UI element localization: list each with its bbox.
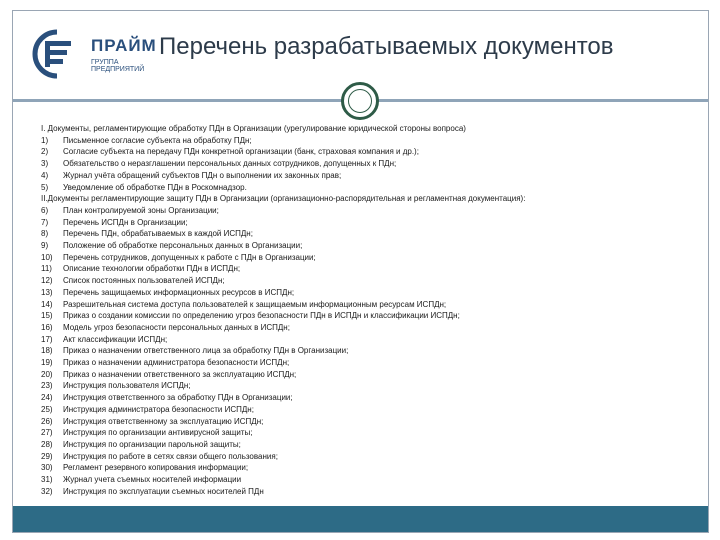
list-item-number: 17) <box>41 334 53 344</box>
logo-emblem-icon <box>31 29 83 79</box>
section-1-items <box>41 135 701 194</box>
list-item <box>41 404 701 416</box>
list-item-number: 1) <box>41 135 49 145</box>
list-item-number: 18) <box>41 346 53 356</box>
list-item-number: 20) <box>41 369 53 379</box>
list-item-number: 14) <box>41 299 53 309</box>
section-2-items <box>41 205 701 498</box>
list-item-text: Журнал учёта обращений субъектов ПДн о выполнении их законных прав; <box>63 170 342 180</box>
list-item-text: Приказ о назначении ответственного за эксплуатацию ИСПДн; <box>63 369 297 379</box>
footer-bar <box>13 506 708 532</box>
list-item-text: Перечень ПДн, обрабатываемых в каждой ИСПДн; <box>63 229 253 239</box>
list-item <box>41 416 701 428</box>
list-item-text: Приказ о создании комиссии по определению угроз безопасности ПДн в ИСПДн и классификации ИСПДн; <box>63 311 460 321</box>
list-item-text: Согласие субъекта на передачу ПДн конкретной организации (банк, страховая компания и др.); <box>63 147 419 157</box>
list-item-number: 5) <box>41 182 49 192</box>
list-item <box>41 158 701 170</box>
list-item <box>41 228 701 240</box>
list-item-number: 23) <box>41 381 53 391</box>
list-item-text: Список постоянных пользователей ИСПДн; <box>63 276 225 286</box>
list-item-number: 13) <box>41 287 53 297</box>
list-item <box>41 217 701 229</box>
list-item-text: Письменное согласие субъекта на обработку ПДн; <box>63 135 252 145</box>
list-item <box>41 146 701 158</box>
company-logo <box>31 29 171 79</box>
list-item-text: Перечень защищаемых информационных ресурсов в ИСПДн; <box>63 287 295 297</box>
list-item-text: Приказ о назначении ответственного лица за обработку ПДн в Организации; <box>63 346 349 356</box>
list-item-text: Инструкция ответственному за эксплуатацию ИСПДн; <box>63 416 264 426</box>
list-item <box>41 182 701 194</box>
list-item <box>41 357 701 369</box>
list-item <box>41 439 701 451</box>
divider-circle-ornament <box>341 82 379 120</box>
list-item <box>41 474 701 486</box>
list-item-number: 6) <box>41 205 49 215</box>
list-item <box>41 451 701 463</box>
section-heading: II.Документы регламентирующие защиту ПДн в Организации (организационно-распорядительная и регламентная документация): <box>41 194 526 204</box>
list-item-text: Положение об обработке персональных данных в Организации; <box>63 241 303 251</box>
list-item <box>41 310 701 322</box>
list-item-text: Описание технологии обработки ПДн в ИСПДн; <box>63 264 241 274</box>
list-item-text: Журнал учета съемных носителей информации <box>63 475 242 485</box>
list-item <box>41 170 701 182</box>
list-item <box>41 275 701 287</box>
list-item-number: 24) <box>41 393 53 403</box>
list-item-number: 7) <box>41 217 49 227</box>
list-item-text: Инструкция по организации антивирусной защиты; <box>63 428 253 438</box>
list-item-text: Уведомление об обработке ПДн в Роскомнадзор. <box>63 182 247 192</box>
page-title: Перечень разрабатываемых документов <box>159 33 614 60</box>
list-item-text: Инструкция ответственного за обработку ПДн в Организации; <box>63 393 293 403</box>
list-item-text: Акт классификации ИСПДн; <box>63 334 168 344</box>
list-item-text: Модель угроз безопасности персональных данных в ИСПДн; <box>63 322 290 332</box>
list-item <box>41 252 701 264</box>
list-item-text: Регламент резервного копирования информации; <box>63 463 249 473</box>
list-item <box>41 345 701 357</box>
list-item-number: 12) <box>41 276 53 286</box>
list-item-number: 2) <box>41 147 49 157</box>
list-item <box>41 205 701 217</box>
list-item <box>41 322 701 334</box>
list-item <box>41 240 701 252</box>
slide <box>12 10 709 533</box>
list-item-text: Инструкция пользователя ИСПДн; <box>63 381 191 391</box>
list-item-number: 30) <box>41 463 53 473</box>
list-item <box>41 380 701 392</box>
list-item-text: Разрешительная система доступа пользователей к защищаемым информационным ресурсам ИСПДн; <box>63 299 447 309</box>
list-item-number: 27) <box>41 428 53 438</box>
list-item <box>41 299 701 311</box>
list-item-text: Инструкция по работе в сетях связи общего пользования; <box>63 451 278 461</box>
list-item-number: 28) <box>41 439 53 449</box>
list-item-text: Перечень ИСПДн в Организации; <box>63 217 188 227</box>
list-item-number: 25) <box>41 404 53 414</box>
list-item-text: Инструкция по эксплуатации съемных носителей ПДн <box>63 486 264 496</box>
list-item-number: 4) <box>41 170 49 180</box>
list-item <box>41 334 701 346</box>
list-item-number: 9) <box>41 241 49 251</box>
list-item <box>41 486 701 498</box>
list-item <box>41 462 701 474</box>
list-item <box>41 287 701 299</box>
list-item-number: 31) <box>41 475 53 485</box>
list-item-number: 8) <box>41 229 49 239</box>
list-item-number: 32) <box>41 486 53 496</box>
list-item-number: 11) <box>41 264 52 274</box>
list-item-number: 19) <box>41 358 53 368</box>
list-item <box>41 263 701 275</box>
list-item-number: 3) <box>41 159 49 169</box>
list-item-text: План контролируемой зоны Организации; <box>63 205 219 215</box>
logo-subtitle: ГРУППА ПРЕДПРИЯТИЙ <box>91 59 145 73</box>
list-item-number: 16) <box>41 322 53 332</box>
list-item <box>41 135 701 147</box>
list-item-number: 10) <box>41 252 53 262</box>
document-list <box>41 123 701 498</box>
list-item-number: 29) <box>41 451 53 461</box>
list-item-text: Инструкция администратора безопасности ИСПДн; <box>63 404 254 414</box>
list-item-text: Перечень сотрудников, допущенных к работе с ПДн в Организации; <box>63 252 316 262</box>
list-item <box>41 392 701 404</box>
list-item <box>41 427 701 439</box>
list-item-text: Приказ о назначении администратора безопасности ИСПДн; <box>63 358 290 368</box>
logo-name: ПРАЙМ <box>91 36 157 55</box>
list-item <box>41 369 701 381</box>
list-item-number: 15) <box>41 311 53 321</box>
list-item-text: Инструкция по организации парольной защиты; <box>63 439 241 449</box>
list-item-text: Обязательство о неразглашении персональных данных сотрудников, допущенных к ПДн; <box>63 159 397 169</box>
list-item-number: 26) <box>41 416 53 426</box>
section-heading: I. Документы, регламентирующие обработку ПДн в Организации (урегулирование юридической стороны вопроса) <box>41 124 466 133</box>
